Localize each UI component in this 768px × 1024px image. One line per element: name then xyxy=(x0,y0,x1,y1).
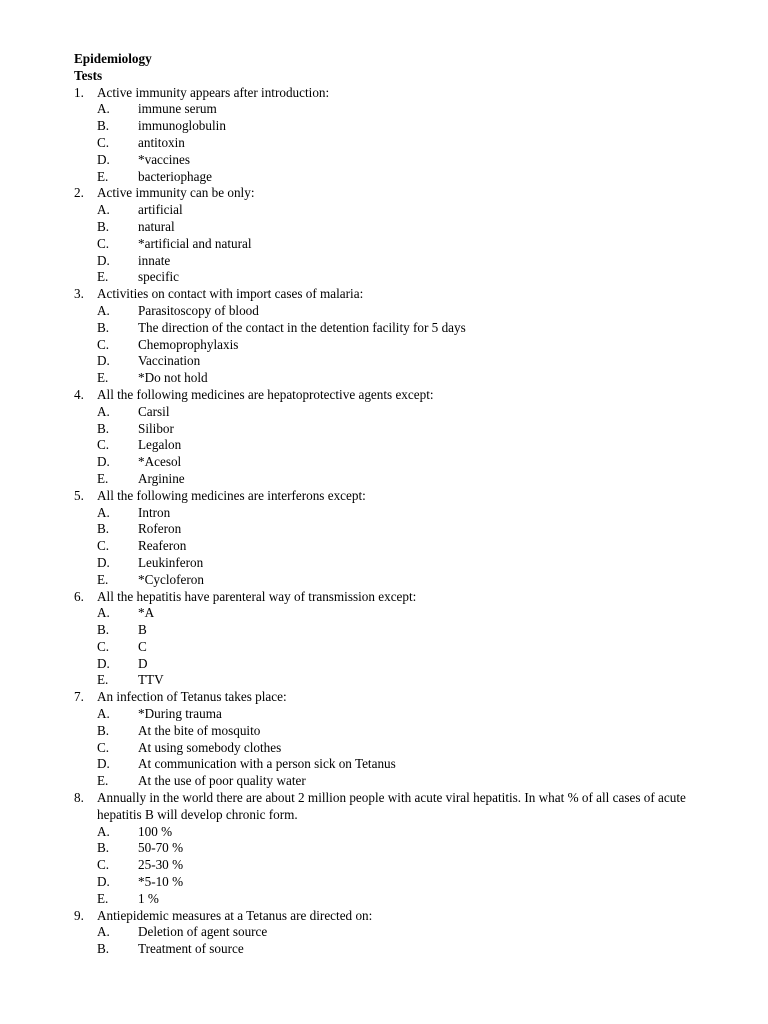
option-text: Roferon xyxy=(138,521,182,537)
question-item xyxy=(74,790,714,824)
option-letter: D. xyxy=(97,655,110,671)
answer-option xyxy=(74,421,714,438)
answer-option xyxy=(74,672,714,689)
question-number: 5. xyxy=(74,487,84,503)
option-text: *artificial and natural xyxy=(138,235,252,251)
question-number: 8. xyxy=(74,790,84,806)
option-letter: B. xyxy=(97,218,110,234)
option-letter: C. xyxy=(97,638,110,654)
answer-option xyxy=(74,572,714,589)
answer-option xyxy=(74,370,714,387)
option-letter: A. xyxy=(97,823,110,839)
option-text: Deletion of agent source xyxy=(138,924,268,940)
option-letter: D. xyxy=(97,454,110,470)
option-letter: D. xyxy=(97,353,110,369)
option-letter: E. xyxy=(97,370,109,386)
answer-option xyxy=(74,404,714,421)
option-text: immunoglobulin xyxy=(138,118,226,134)
option-letter: A. xyxy=(97,706,110,722)
option-letter: B. xyxy=(97,420,110,436)
option-letter: C. xyxy=(97,336,110,352)
option-text: 1 % xyxy=(138,890,159,906)
option-letter: B. xyxy=(97,622,110,638)
option-letter: B. xyxy=(97,521,110,537)
answer-option xyxy=(74,118,714,135)
option-text: artificial xyxy=(138,202,183,218)
option-text: specific xyxy=(138,269,180,285)
answer-option xyxy=(74,253,714,270)
answer-option xyxy=(74,538,714,555)
option-text: Treatment of source xyxy=(138,941,244,957)
option-letter: A. xyxy=(97,302,110,318)
answer-option xyxy=(74,840,714,857)
option-text: At using somebody clothes xyxy=(138,739,282,755)
question-item xyxy=(74,387,714,404)
question-text: Antiepidemic measures at a Tetanus are directed on: xyxy=(97,907,373,923)
option-letter: C. xyxy=(97,857,110,873)
option-text: TTV xyxy=(138,672,164,688)
answer-option xyxy=(74,891,714,908)
option-text: At the use of poor quality water xyxy=(138,773,306,789)
document-subtitle: Tests xyxy=(74,67,103,83)
option-text: B xyxy=(138,622,147,638)
option-letter: E. xyxy=(97,269,109,285)
answer-option xyxy=(74,152,714,169)
option-text: Reaferon xyxy=(138,538,187,554)
question-list xyxy=(74,85,714,958)
answer-option xyxy=(74,756,714,773)
question-text: All the following medicines are hepatoprotective agents except: xyxy=(97,386,434,402)
answer-option xyxy=(74,454,714,471)
answer-option xyxy=(74,824,714,841)
option-letter: D. xyxy=(97,252,110,268)
option-letter: A. xyxy=(97,504,110,520)
option-text: 25-30 % xyxy=(138,857,184,873)
answer-option xyxy=(74,101,714,118)
option-letter: B. xyxy=(97,840,110,856)
option-letter: B. xyxy=(97,941,110,957)
option-text: 100 % xyxy=(138,823,173,839)
option-letter: C. xyxy=(97,437,110,453)
question-number: 9. xyxy=(74,907,84,923)
option-letter: E. xyxy=(97,890,109,906)
question-item xyxy=(74,185,714,202)
question-item xyxy=(74,85,714,102)
answer-option xyxy=(74,269,714,286)
question-number: 4. xyxy=(74,386,84,402)
document-title: Epidemiology xyxy=(74,51,152,66)
option-text: Carsil xyxy=(138,403,170,419)
question-text: All the following medicines are interferons except: xyxy=(97,487,366,503)
question-number: 1. xyxy=(74,84,84,100)
option-letter: C. xyxy=(97,235,110,251)
option-letter: A. xyxy=(97,605,110,621)
option-letter: C. xyxy=(97,538,110,554)
option-text: Vaccination xyxy=(138,353,201,369)
answer-option xyxy=(74,521,714,538)
answer-option xyxy=(74,236,714,253)
question-text: Activities on contact with import cases of malaria: xyxy=(97,286,364,302)
option-text: C xyxy=(138,638,147,654)
option-text: bacteriophage xyxy=(138,168,212,184)
option-text: Legalon xyxy=(138,437,182,453)
option-text: Arginine xyxy=(138,470,185,486)
answer-option xyxy=(74,605,714,622)
answer-option xyxy=(74,555,714,572)
option-text: *5-10 % xyxy=(138,874,184,890)
question-item xyxy=(74,908,714,925)
option-letter: C. xyxy=(97,739,110,755)
option-text: At communication with a person sick on Tetanus xyxy=(138,756,396,772)
question-text: Active immunity appears after introduction: xyxy=(97,84,330,100)
answer-option xyxy=(74,924,714,941)
option-text: Intron xyxy=(138,504,171,520)
option-text: *Do not hold xyxy=(138,370,208,386)
option-text: *During trauma xyxy=(138,706,222,722)
option-letter: E. xyxy=(97,571,109,587)
answer-option xyxy=(74,437,714,454)
answer-option xyxy=(74,874,714,891)
answer-option xyxy=(74,135,714,152)
question-item xyxy=(74,689,714,706)
answer-option xyxy=(74,706,714,723)
option-text: Chemoprophylaxis xyxy=(138,336,239,352)
answer-option xyxy=(74,471,714,488)
option-text: Parasitoscopy of blood xyxy=(138,302,259,318)
answer-option xyxy=(74,219,714,236)
answer-option xyxy=(74,639,714,656)
question-text: Annually in the world there are about 2 million people with acute viral hepatitis. In what % of all cases of acute hepatitis B will develop chronic form. xyxy=(97,790,686,822)
answer-option xyxy=(74,337,714,354)
option-letter: E. xyxy=(97,168,109,184)
question-text: An infection of Tetanus takes place: xyxy=(97,689,287,705)
option-text: *Cycloferon xyxy=(138,571,204,587)
option-letter: D. xyxy=(97,874,110,890)
option-text: At the bite of mosquito xyxy=(138,722,261,738)
option-letter: E. xyxy=(97,672,109,688)
option-letter: E. xyxy=(97,773,109,789)
option-text: antitoxin xyxy=(138,134,185,150)
option-letter: B. xyxy=(97,319,110,335)
question-item xyxy=(74,488,714,505)
option-letter: A. xyxy=(97,924,110,940)
answer-option xyxy=(74,740,714,757)
question-number: 3. xyxy=(74,286,84,302)
option-text: *Acesol xyxy=(138,454,182,470)
answer-option xyxy=(74,656,714,673)
option-letter: A. xyxy=(97,101,110,117)
option-text: innate xyxy=(138,252,171,268)
question-number: 7. xyxy=(74,689,84,705)
question-text: Active immunity can be only: xyxy=(97,185,255,201)
option-letter: D. xyxy=(97,151,110,167)
option-letter: C. xyxy=(97,134,110,150)
answer-option xyxy=(74,505,714,522)
option-text: Leukinferon xyxy=(138,554,204,570)
option-text: D xyxy=(138,655,148,671)
option-letter: D. xyxy=(97,554,110,570)
option-letter: B. xyxy=(97,722,110,738)
answer-option xyxy=(74,320,714,337)
option-text: 50-70 % xyxy=(138,840,184,856)
answer-option xyxy=(74,622,714,639)
answer-option xyxy=(74,857,714,874)
answer-option xyxy=(74,773,714,790)
question-item xyxy=(74,589,714,606)
question-number: 2. xyxy=(74,185,84,201)
answer-option xyxy=(74,941,714,958)
answer-option xyxy=(74,723,714,740)
question-text: All the hepatitis have parenteral way of transmission except: xyxy=(97,588,417,604)
option-letter: E. xyxy=(97,470,109,486)
option-letter: A. xyxy=(97,202,110,218)
answer-option xyxy=(74,303,714,320)
question-item xyxy=(74,286,714,303)
answer-option xyxy=(74,169,714,186)
option-text: immune serum xyxy=(138,101,217,117)
option-text: natural xyxy=(138,218,175,234)
document-content xyxy=(74,51,714,958)
option-letter: B. xyxy=(97,118,110,134)
option-text: *A xyxy=(138,605,155,621)
answer-option xyxy=(74,202,714,219)
option-text: *vaccines xyxy=(138,151,190,167)
question-number: 6. xyxy=(74,588,84,604)
option-text: Silibor xyxy=(138,420,174,436)
option-letter: A. xyxy=(97,403,110,419)
option-text: The direction of the contact in the detention facility for 5 days xyxy=(138,319,466,335)
option-letter: D. xyxy=(97,756,110,772)
answer-option xyxy=(74,353,714,370)
